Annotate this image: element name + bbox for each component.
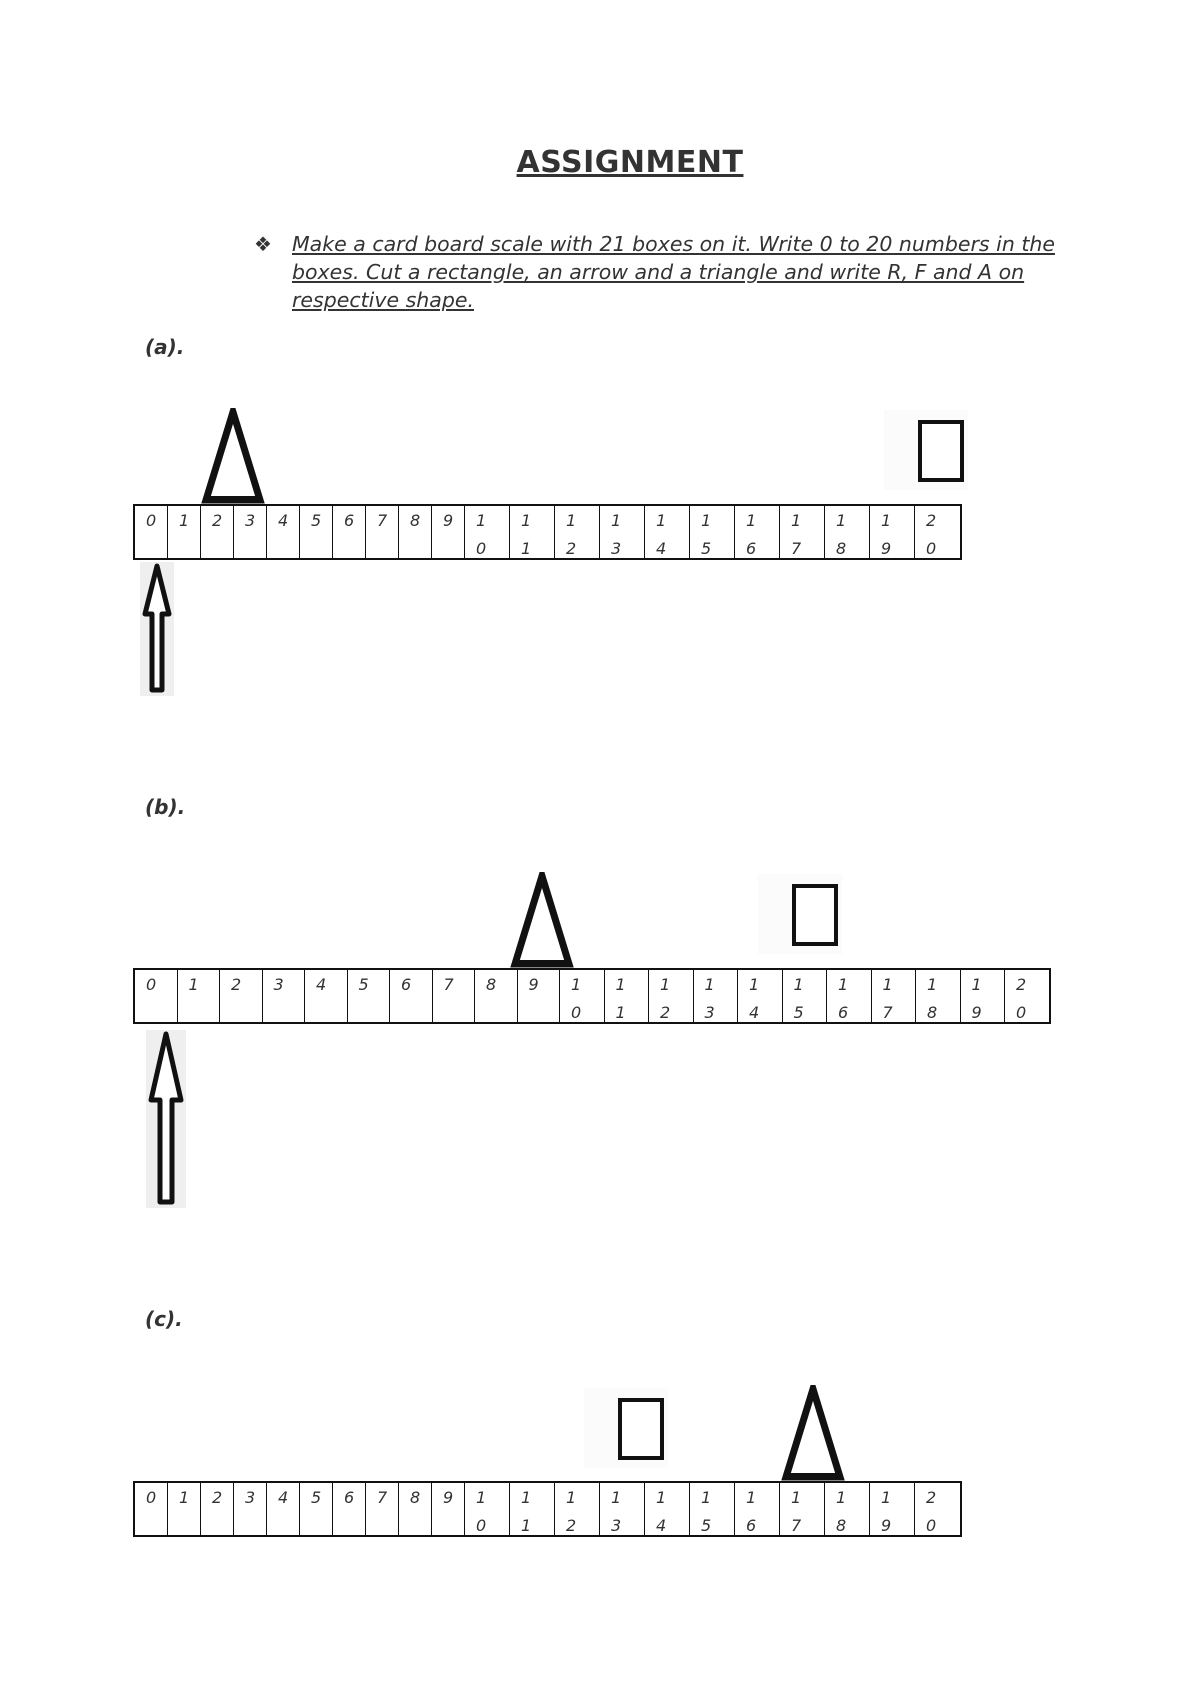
scale-cell [825, 506, 870, 558]
scale-cell [366, 506, 399, 558]
scale-cell [433, 970, 476, 1022]
scale-cell-number: 1 [521, 511, 532, 530]
scale-cell [135, 506, 168, 558]
scale-cell [432, 506, 465, 558]
scale-cell-number: 1 [611, 511, 622, 530]
scale-cell [827, 970, 872, 1022]
scale-cell [465, 1483, 510, 1535]
scale-cell-number-second-digit: 6 [838, 1003, 849, 1022]
scale-cell-number: 1 [521, 1488, 532, 1507]
scale-cell-number: 4 [316, 975, 327, 994]
scale-cell-number: 0 [146, 975, 157, 994]
scale-cell-number-second-digit: 3 [611, 539, 622, 558]
scale-cell-number-second-digit: 3 [611, 1516, 622, 1535]
scale-cell-number: 1 [476, 511, 487, 530]
scale-cell-number: 2 [212, 1488, 223, 1507]
scale-cell-number: 1 [836, 1488, 847, 1507]
scale-cell-number: 8 [410, 1488, 421, 1507]
scale-cell [915, 1483, 960, 1535]
scale-cell-number: 1 [882, 975, 893, 994]
scale-cell [780, 506, 825, 558]
scale-cell-number-second-digit: 9 [971, 1003, 982, 1022]
scale-cell-number-second-digit: 1 [615, 1003, 626, 1022]
scale-cell-number-second-digit: 8 [836, 539, 847, 558]
scale-cell-number-second-digit: 0 [476, 539, 487, 558]
scale-cell-number: 9 [528, 975, 539, 994]
number-scale-c [133, 1481, 962, 1537]
scale-cell [518, 970, 561, 1022]
number-scale-b [133, 968, 1051, 1024]
scale-cell-number-second-digit: 0 [476, 1516, 487, 1535]
scale-cell-number: 9 [443, 1488, 454, 1507]
scale-cell [135, 1483, 168, 1535]
scale-cell-number: 1 [701, 511, 712, 530]
scale-cell-number: 1 [746, 1488, 757, 1507]
scale-cell [783, 970, 828, 1022]
scale-cell [780, 1483, 825, 1535]
scale-cell [300, 1483, 333, 1535]
scale-cell-number-second-digit: 1 [521, 1516, 532, 1535]
scale-cell [915, 506, 960, 558]
scale-cell-number-second-digit: 5 [701, 539, 712, 558]
scale-cell [645, 1483, 690, 1535]
scale-cell-number: 4 [278, 1488, 289, 1507]
diamond-bullet-icon: ❖ [254, 232, 272, 256]
scale-cell-number-second-digit: 0 [571, 1003, 582, 1022]
scale-cell [961, 970, 1006, 1022]
scale-cell [1005, 970, 1050, 1022]
scale-cell-number: 1 [179, 511, 190, 530]
scale-cell-number-second-digit: 6 [746, 539, 757, 558]
scale-cell-number: 8 [486, 975, 497, 994]
scale-cell [399, 506, 432, 558]
section-label-b: (b). [145, 795, 186, 819]
scale-cell [825, 1483, 870, 1535]
scale-cell-number: 1 [656, 511, 667, 530]
scale-cell-number-second-digit: 7 [791, 539, 802, 558]
section-label-a: (a). [145, 335, 185, 359]
scale-cell-number: 1 [927, 975, 938, 994]
scale-cell-number: 1 [476, 1488, 487, 1507]
scale-cell-number: 7 [443, 975, 454, 994]
scale-cell-number-second-digit: 2 [566, 1516, 577, 1535]
scale-cell [690, 506, 735, 558]
scale-cell [465, 506, 510, 558]
scale-cell [305, 970, 348, 1022]
scale-cell-number: 0 [146, 1488, 157, 1507]
scale-cell [600, 1483, 645, 1535]
scale-cell-number: 1 [615, 975, 626, 994]
scale-cell [220, 970, 263, 1022]
scale-cell-number: 1 [881, 1488, 892, 1507]
scale-cell-number: 1 [746, 511, 757, 530]
scale-cell-number: 3 [245, 1488, 256, 1507]
scale-cell-number-second-digit: 0 [926, 1516, 937, 1535]
scale-cell-number: 1 [660, 975, 671, 994]
scale-cell [168, 1483, 201, 1535]
scale-cell-number: 0 [146, 511, 157, 530]
rectangle-shape-c [584, 1388, 668, 1468]
scale-cell-number-second-digit: 2 [660, 1003, 671, 1022]
scale-cell [870, 506, 915, 558]
scale-cell-number: 1 [791, 1488, 802, 1507]
scale-cell-number-second-digit: 3 [704, 1003, 715, 1022]
instruction-text: Make a card board scale with 21 boxes on it. Write 0 to 20 numbers in the boxes. Cut a rectangle, an arrow and a triangle and write R, F and A on respective shape. [292, 232, 1055, 312]
scale-cell-number: 1 [704, 975, 715, 994]
scale-cell-number-second-digit: 4 [656, 539, 667, 558]
scale-cell [605, 970, 650, 1022]
scale-cell-number-second-digit: 5 [793, 1003, 804, 1022]
scale-cell [201, 506, 234, 558]
scale-cell-number: 6 [344, 1488, 355, 1507]
scale-cell [645, 506, 690, 558]
scale-cell-number-second-digit: 8 [836, 1516, 847, 1535]
scale-cell [735, 506, 780, 558]
scale-cell-number: 9 [443, 511, 454, 530]
scale-cell-number: 1 [566, 511, 577, 530]
scale-cell-number: 3 [245, 511, 256, 530]
scale-cell [366, 1483, 399, 1535]
scale-cell-number: 2 [231, 975, 242, 994]
scale-cell-number: 1 [656, 1488, 667, 1507]
scale-cell-number: 1 [179, 1488, 190, 1507]
scale-cell [649, 970, 694, 1022]
scale-cell-number: 6 [401, 975, 412, 994]
up-arrow-shape-b [146, 1030, 186, 1208]
triangle-shape-a [200, 408, 266, 504]
section-label-c: (c). [145, 1307, 183, 1331]
scale-cell-number: 1 [881, 511, 892, 530]
scale-cell-number: 1 [971, 975, 982, 994]
scale-cell [234, 1483, 267, 1535]
scale-cell [510, 506, 555, 558]
scale-cell [348, 970, 391, 1022]
scale-cell [267, 1483, 300, 1535]
scale-cell-number-second-digit: 9 [881, 539, 892, 558]
scale-cell [201, 1483, 234, 1535]
scale-cell [690, 1483, 735, 1535]
scale-cell [234, 506, 267, 558]
scale-cell-number: 3 [273, 975, 284, 994]
scale-cell-number: 1 [188, 975, 199, 994]
scale-cell [432, 1483, 465, 1535]
scale-cell-number-second-digit: 7 [882, 1003, 893, 1022]
scale-cell [300, 506, 333, 558]
scale-cell-number: 1 [611, 1488, 622, 1507]
scale-cell [399, 1483, 432, 1535]
scale-cell-number: 4 [278, 511, 289, 530]
scale-cell-number-second-digit: 1 [521, 539, 532, 558]
scale-cell-number-second-digit: 6 [746, 1516, 757, 1535]
scale-cell-number-second-digit: 0 [926, 539, 937, 558]
scale-cell-number: 1 [749, 975, 760, 994]
scale-cell [510, 1483, 555, 1535]
scale-cell [738, 970, 783, 1022]
scale-cell-number: 8 [410, 511, 421, 530]
scale-cell-number: 2 [212, 511, 223, 530]
scale-cell [475, 970, 518, 1022]
scale-cell [267, 506, 300, 558]
scale-cell [555, 506, 600, 558]
scale-cell-number: 1 [793, 975, 804, 994]
scale-cell-number: 2 [926, 1488, 937, 1507]
scale-cell-number-second-digit: 5 [701, 1516, 712, 1535]
page-title: ASSIGNMENT [516, 145, 744, 180]
scale-cell-number-second-digit: 4 [656, 1516, 667, 1535]
scale-cell [555, 1483, 600, 1535]
scale-cell-number: 1 [566, 1488, 577, 1507]
scale-cell [560, 970, 605, 1022]
scale-cell [916, 970, 961, 1022]
up-arrow-shape-a [140, 562, 174, 696]
scale-cell [600, 506, 645, 558]
scale-cell [735, 1483, 780, 1535]
scale-cell-number: 1 [701, 1488, 712, 1507]
scale-cell-number-second-digit: 2 [566, 539, 577, 558]
scale-cell [168, 506, 201, 558]
triangle-shape-b [509, 872, 575, 968]
scale-cell-number-second-digit: 8 [927, 1003, 938, 1022]
scale-cell-number: 2 [926, 511, 937, 530]
scale-cell-number: 5 [311, 1488, 322, 1507]
scale-cell-number: 1 [838, 975, 849, 994]
scale-cell-number: 7 [377, 511, 388, 530]
scale-cell [390, 970, 433, 1022]
scale-cell-number: 1 [791, 511, 802, 530]
scale-cell [694, 970, 739, 1022]
rectangle-shape-b [758, 874, 842, 954]
scale-cell [333, 1483, 366, 1535]
scale-cell [178, 970, 221, 1022]
number-scale-a [133, 504, 962, 560]
scale-cell-number-second-digit: 0 [1016, 1003, 1027, 1022]
scale-cell-number: 5 [311, 511, 322, 530]
scale-cell-number-second-digit: 7 [791, 1516, 802, 1535]
scale-cell-number: 1 [571, 975, 582, 994]
scale-cell-number: 7 [377, 1488, 388, 1507]
scale-cell-number-second-digit: 9 [881, 1516, 892, 1535]
scale-cell-number: 2 [1016, 975, 1027, 994]
scale-cell-number: 5 [358, 975, 369, 994]
scale-cell-number-second-digit: 4 [749, 1003, 760, 1022]
scale-cell-number: 6 [344, 511, 355, 530]
rectangle-shape-a [884, 410, 968, 490]
scale-cell [872, 970, 917, 1022]
scale-cell [333, 506, 366, 558]
scale-cell [135, 970, 178, 1022]
triangle-shape-c [780, 1385, 846, 1481]
scale-cell [870, 1483, 915, 1535]
scale-cell-number: 1 [836, 511, 847, 530]
scale-cell [263, 970, 306, 1022]
